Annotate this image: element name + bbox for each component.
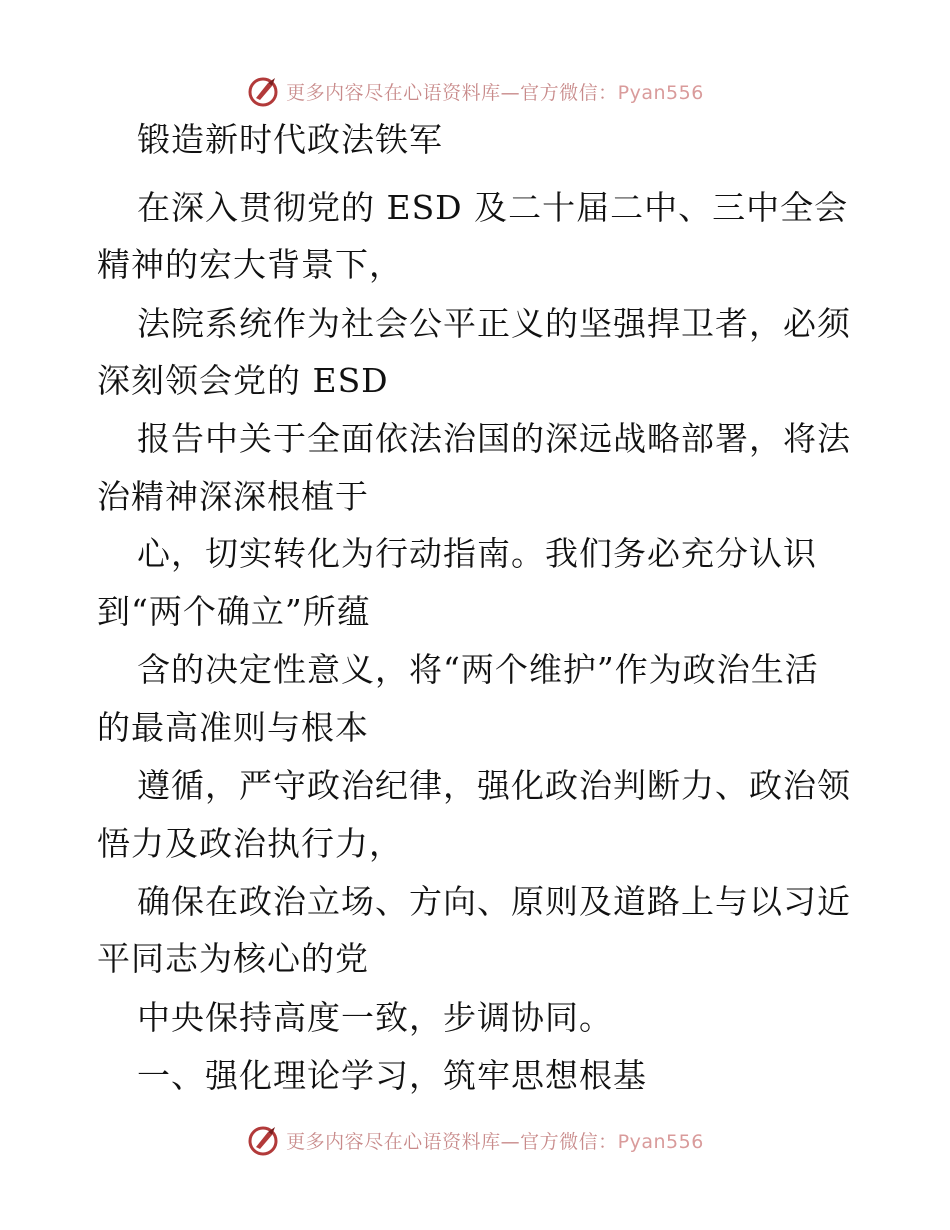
watermark-text: 更多内容尽在心语资料库—官方微信：Pyan556 [286, 81, 704, 104]
paragraph-line: 心，切实转化为行动指南。我们务必充分认识 [137, 534, 817, 573]
paragraph-line: 深刻领会党的 ESD [97, 361, 389, 400]
quill-logo-icon [246, 74, 280, 108]
paragraph-line: 治精神深深根植于 [97, 477, 369, 516]
paragraph-line: 悟力及政治执行力， [97, 824, 403, 863]
watermark-footer [0, 1120, 950, 1160]
paragraph-line: 含的决定性意义，将“两个维护”作为政治生活 [137, 650, 819, 689]
paragraph-line: 报告中关于全面依法治国的深远战略部署，将法 [137, 419, 851, 458]
paragraph-line: 中央保持高度一致，步调协同。 [137, 998, 613, 1037]
watermark-header [0, 71, 950, 111]
paragraph-line: 法院系统作为社会公平正义的坚强捍卫者，必须 [137, 304, 851, 343]
paragraph-line: 确保在政治立场、方向、原则及道路上与以习近 [137, 882, 851, 921]
document-title: 锻造新时代政法铁军 [137, 120, 443, 159]
section-heading: 一、强化理论学习，筑牢思想根基 [137, 1056, 647, 1095]
paragraph-line: 在深入贯彻党的 ESD 及二十届二中、三中全会 [137, 188, 849, 227]
paragraph-line: 精神的宏大背景下， [97, 245, 403, 284]
paragraph-line: 的最高准则与根本 [97, 708, 369, 747]
watermark-text: 更多内容尽在心语资料库—官方微信：Pyan556 [286, 1130, 704, 1153]
paragraph-line: 遵循，严守政治纪律，强化政治判断力、政治领 [137, 766, 851, 805]
paragraph-line: 平同志为核心的党 [97, 939, 369, 978]
paragraph-line: 到“两个确立”所蕴 [97, 592, 371, 631]
quill-logo-icon [246, 1123, 280, 1157]
